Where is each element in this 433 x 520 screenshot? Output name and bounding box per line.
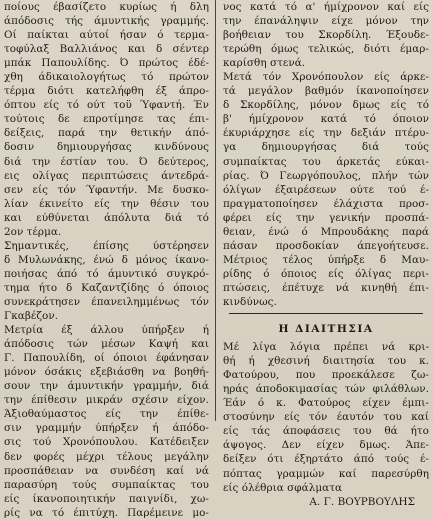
text-line: ηράς άποδοκιμασίας τών φιλάθλων.	[223, 383, 429, 396]
text-line: σουν την άμυντικήν γραμμήν, διά	[4, 380, 209, 393]
text-line: πόπτας γραμμών καί παρεσύρθη	[223, 467, 429, 480]
text-line: είς ίκανοποιητικήν παιγνίδι, χω-	[4, 492, 209, 505]
text-line: σεν είς τόν Ύφαντήν. Με δυσκο-	[4, 183, 209, 196]
text-line: είς όλέθρια σφάλματα	[223, 481, 343, 494]
text-line: στοσύνην είς τόν έαυτόν του καί	[223, 411, 429, 424]
text-line: συμπαίκτας του άρκετάς εύκαι-	[223, 155, 429, 168]
match-review-continuation	[223, 0, 429, 309]
text-line: κινδύνως.	[223, 295, 277, 308]
text-line: δείξεις, παρά την θετικήν άπό-	[4, 127, 209, 140]
text-line: β' ήμίχρονον κατά τό όποιον	[223, 113, 429, 126]
text-line: δείξεν ότι έξηρτάτο άπό τούς έ-	[223, 453, 429, 466]
refereeing-paragraph	[223, 340, 429, 495]
text-line: Μέτριος τέλος ύπήρξε δ Μαυ-	[223, 253, 429, 266]
text-line: είς τάς άποφάσεις του θά ήτο	[223, 425, 429, 438]
text-line: θή ή χθεσινή διαιτησία του κ.	[223, 355, 429, 368]
text-line: άπόδοσις τών μέσων Καψή και	[4, 338, 209, 351]
text-line: προσπάθειαν να συνδέση καί νά	[4, 464, 209, 477]
text-line: άπόδοσις τής άμυντικής γραμμής.	[4, 15, 209, 28]
text-line: σιν γραμμήν ύπήρξεν ή άπόδο-	[4, 422, 209, 435]
text-line: φέρει είς την γενικήν προσπά-	[223, 211, 429, 224]
section-separator	[229, 313, 423, 314]
text-line: Έάν ό κ. Φατούρος είχεν έμπι-	[223, 397, 429, 410]
text-line: τέρμα διότι κατελήφθη έξ άπρο-	[4, 85, 209, 98]
text-line: την έπίθεσιν μικράν σχέσιν είχον.	[4, 394, 209, 407]
text-line: Άξιοθαύμαστος είς την έπίθε-	[4, 408, 209, 421]
text-line: παρασύρη τούς συμπαίκτας του	[4, 478, 209, 491]
text-line: Μετρία έξ άλλου ύπήρξεν ή	[4, 324, 209, 337]
text-line: έκυριάρχησε είς την δεξιάν πτέρυ-	[223, 127, 429, 140]
text-line: λίαν έκινείτο είς την θέσιν του	[4, 197, 209, 210]
text-line: δεν φορές μέχρι τέλους μεγάλην	[4, 450, 209, 463]
column-divider	[215, 0, 216, 421]
text-line: καρίσθη στενά.	[223, 57, 306, 70]
text-line: τούτοις δε επροτίμησε τας έπι-	[4, 113, 209, 126]
text-line: ρίδης ό όποιος είς όλίγας περι-	[223, 267, 429, 280]
text-line: πάσαν προσδοκίαν άπεγοήτευσε.	[223, 239, 429, 252]
text-line: βοήθειαν του Σκορδίλη. Έξουδε-	[223, 29, 429, 42]
text-line: και εύθύνεται άπόλυτα διά τό	[4, 211, 209, 224]
right-article-column	[223, 0, 429, 508]
text-line: δ Μυλωνάκης, ένώ δ μόνος ίκανο-	[4, 253, 209, 266]
text-line: ποιήσας άπό τό άμυντικό συγκρό-	[4, 267, 209, 280]
text-line: δ Σκορδίλης, μόνον δμως είς τό	[223, 99, 429, 112]
text-line: Μέ λίγα λόγια πρέπει νά κρι-	[223, 341, 429, 354]
text-line: συνεκράτησεν έπανειλημμένως τόν	[4, 295, 209, 308]
text-line: διά την έστίαν του. Ό δεύτερος,	[4, 155, 209, 168]
text-line: δοσιν δημιουργήσας κινδύνους	[4, 141, 209, 154]
text-line: τημα ήτο δ Καζαντζίδης ό όποιος	[4, 281, 209, 294]
text-line: χθη άδικαιολογήτως τό πρώτον	[4, 71, 209, 84]
text-line: τά μεγάλον βαθμόν ίκανοποίησεν	[223, 85, 429, 98]
text-line: τερώθη όμως τελικώς, διότι έμαρ-	[223, 43, 429, 56]
text-line: Σημαντικές, έπίσης ύστέρησεν	[4, 239, 209, 252]
text-line: Οί παίκται αύτοί ήσαν ό τερμα-	[4, 29, 209, 42]
text-line: εις ολίγας περιπτώσεις άντεδρά-	[4, 169, 209, 182]
section-heading-refereeing: Η ΔΙΑΙΤΗΣΙΑ	[278, 323, 374, 336]
text-line: γα δημιουργήσας διά τούς	[223, 141, 429, 154]
text-line: σις τού Χρονόπουλου. Κατέδειξεν	[4, 436, 209, 449]
author-signature: Α. Γ. ΒΟΥΡΒΟΥΛΗΣ	[309, 495, 415, 508]
text-line: θειαν, ένώ ό Μπρουδάκης παρά	[223, 225, 429, 238]
text-line: Μετά τόν Χρονόπουλον είς άρκε-	[223, 71, 429, 84]
text-line: πραγματοποίησεν έλάχιστα προσ-	[223, 197, 429, 210]
text-line: πτώσεις, έπέτυχε νά κινηθή έπι-	[223, 281, 429, 294]
text-line: όπτου είς τό ούτ τοϋ Ύφαντή. Έν	[4, 99, 209, 112]
text-line: όλίγων έξαιρέσεων ούτε τού έ-	[223, 183, 429, 196]
text-line: νος κατά τό α' ήμίχρονον καί είς	[223, 1, 429, 13]
text-line: ρίς να τό έπιτύχη. Παρέμεινε μο-	[4, 506, 209, 519]
text-line: ποίους έβασίζετο κυρίως ή δλη	[4, 1, 209, 13]
text-line: τοφύλαξ Βαλλιάνος και δ σέντερ	[4, 43, 209, 56]
text-line: Γ. Παπουλίδη, οί όποιοι έφάνησαν	[4, 352, 209, 365]
text-line: ρίας. Ό Γεωργόπουλος, πλήν τών	[223, 169, 429, 182]
text-line: μόνον όσάκις εξεβιάσθη να βοηθή-	[4, 366, 209, 379]
text-line: Γκαβέζον.	[4, 310, 59, 323]
text-line: Φατούρου, που προεκάλεσε ζω-	[223, 369, 429, 382]
text-line: μπάκ Παπουλίδης. Ό πρώτος έδέ-	[4, 57, 209, 70]
text-line: την έπανάληψιν είχε μόνον την	[223, 15, 429, 28]
left-article-column	[4, 0, 209, 519]
text-line: 2ον τέρμα.	[4, 225, 62, 238]
text-line: άψογος. Δεν είχεν δμως. Άπε-	[223, 439, 429, 452]
